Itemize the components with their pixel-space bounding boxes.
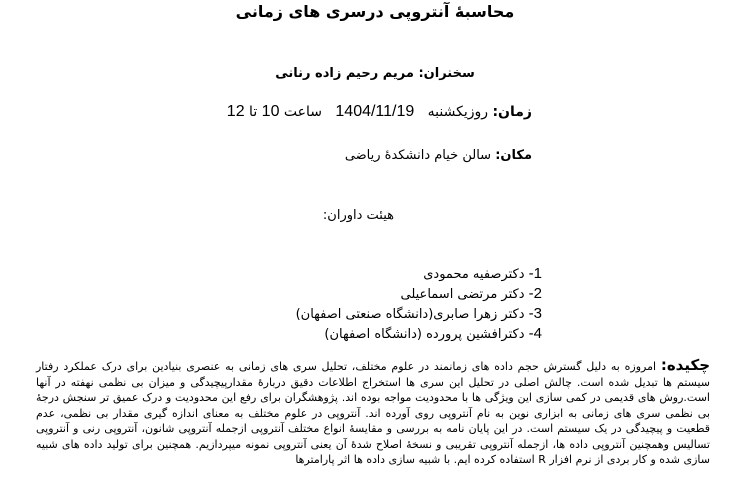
time-hour-text: ساعت: [283, 104, 323, 120]
jury-member: [296, 284, 542, 304]
jury-member-name: دکترافشین پرورده (دانشگاه اصفهان): [324, 327, 525, 342]
jury-member-name: دکتر زهرا صابری(دانشگاه صنعتی اصفهان): [295, 307, 525, 322]
time-label: زمان:: [492, 104, 532, 120]
jury-member: [296, 304, 542, 324]
page-title: محاسبهٔ آنتروپی درسری های زمانی: [235, 2, 515, 21]
time-hour-to: 12: [226, 103, 245, 120]
abstract-label: چکیده:: [660, 356, 711, 374]
time-day: روزیکشنبه: [427, 104, 488, 120]
speaker-line: سخنران: مریم رحیم زاده رنانی: [275, 66, 475, 81]
jury-member-name: دکترصفیه محمودی: [423, 267, 525, 282]
jury-heading: هیئت داوران:: [322, 208, 394, 223]
place-label: مکان:: [495, 148, 532, 163]
abstract-paragraph: [36, 358, 710, 468]
jury-member-number: 1-: [528, 265, 542, 282]
time-date: 1404/11/19: [335, 103, 415, 120]
jury-member-number: 4-: [528, 325, 542, 342]
jury-member-name: دکتر مرتضی اسماعیلی: [400, 287, 525, 302]
time-hour-sep: تا: [249, 104, 258, 120]
place-line: [345, 148, 532, 163]
jury-list: [296, 264, 542, 344]
jury-member: [296, 324, 542, 344]
abstract-text: امروزه به دلیل گسترش حجم داده های زمانمند در علوم مختلف، تحلیل سری های زمانی به عنصری بنیادین برای درک عملکرد رفتار سیستم ها تبدیل شده است. چالش اصلی در تحلیل این سری ها استخراج اطلاعات دقیق دربارهٔ مقدارپیچیدگی و میزان بی نظمی نهفته در آنها است.روش های قدیمی در کمی سازی این ویژگی ها با محدودیت مواجه بوده اند. پژوهشگران برای رفع این محدودیت و درک عمیق تر سنجش درجهٔ بی نظمی سری های زمانی به ابزاری نوین به نام آنتروپی روی آورده اند. آنتروپی در علوم مختلف به معنای اندازه گیری مقدار بی نظمی، عدم قطعیت و پیچیدگی در یک سیستم است. در این پایان نامه به بررسی و مقایسهٔ انواع مختلف آنتروپی ازجمله آنتروپی شانون، آنتروپی رنی و آنتروپی تسالیس وهمچنین آنتروپی داده ها، ازجمله آنتروپی تقریبی و نسخهٔ اصلاح شدهٔ آن یعنی آنتروپی نمونه میپردازیم. همچنین برای تولید داده های شبیه سازی شده و کار بردی از نرم افزار R استفاده کرده ایم. با شبیه سازی داده ها اثر پارامترها: [36, 360, 710, 466]
jury-member-number: 3-: [528, 305, 542, 322]
time-line: [227, 103, 532, 121]
jury-member-number: 2-: [528, 285, 542, 302]
jury-member: [296, 264, 542, 284]
time-hour-from: 10: [261, 103, 280, 120]
place-value: سالن خیام دانشکدهٔ ریاضی: [344, 148, 492, 163]
